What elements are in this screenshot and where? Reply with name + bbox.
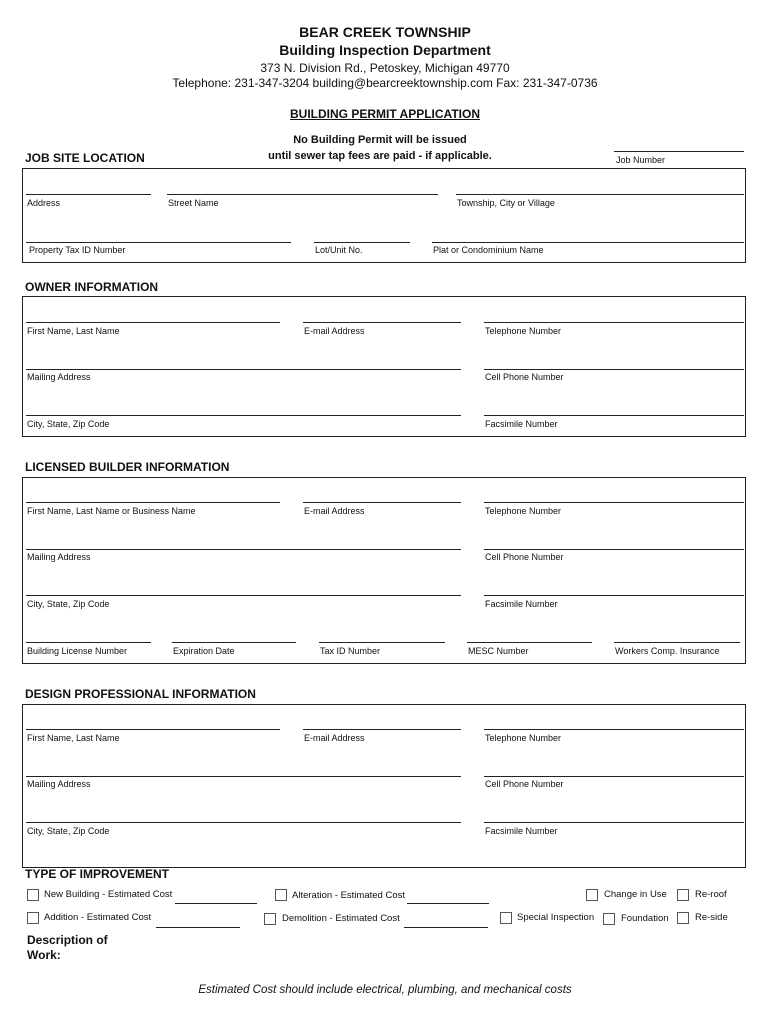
footer-note: Estimated Cost should include electrical, plumbing, and mechanical costs xyxy=(198,984,572,996)
design-name-field[interactable] xyxy=(26,729,280,730)
owner-name-label: First Name, Last Name xyxy=(27,326,120,336)
new-building-checkbox[interactable] xyxy=(27,889,39,901)
township-field[interactable] xyxy=(456,194,744,195)
builder-cell-field[interactable] xyxy=(484,549,744,550)
owner-mailing-label: Mailing Address xyxy=(27,372,91,382)
department-name: Building Inspection Department xyxy=(279,42,491,58)
special-inspection-checkbox[interactable] xyxy=(500,912,512,924)
new-building-cost-field[interactable] xyxy=(175,903,257,904)
tax-id-field[interactable] xyxy=(26,242,291,243)
description-label-line-1: Description of xyxy=(27,933,108,947)
builder-mailing-field[interactable] xyxy=(26,549,461,550)
addition-checkbox[interactable] xyxy=(27,912,39,924)
demolition-checkbox[interactable] xyxy=(264,913,276,925)
design-phone-label: Telephone Number xyxy=(485,733,562,743)
township-label: Township, City or Village xyxy=(457,198,555,208)
mesc-number-label: MESC Number xyxy=(468,646,529,656)
design-email-field[interactable] xyxy=(303,729,461,730)
workers-comp-field[interactable] xyxy=(614,642,740,643)
foundation-label: Foundation xyxy=(621,913,669,924)
township-name: BEAR CREEK TOWNSHIP xyxy=(299,24,471,40)
builder-mailing-label: Mailing Address xyxy=(27,552,91,562)
owner-cell-field[interactable] xyxy=(484,369,744,370)
builder-phone-field[interactable] xyxy=(484,502,744,503)
description-label-line-2: Work: xyxy=(27,948,61,962)
notice-line-2: until sewer tap fees are paid - if applicable. xyxy=(268,150,492,162)
design-email-label: E-mail Address xyxy=(304,733,365,743)
reside-checkbox[interactable] xyxy=(677,912,689,924)
special-inspection-label: Special Inspection xyxy=(517,912,595,923)
foundation-checkbox[interactable] xyxy=(603,913,615,925)
builder-phone-label: Telephone Number xyxy=(485,506,562,516)
alteration-label: Alteration - Estimated Cost xyxy=(292,890,405,901)
expiration-date-field[interactable] xyxy=(172,642,296,643)
builder-title: LICENSED BUILDER INFORMATION xyxy=(25,460,230,474)
address-field[interactable] xyxy=(26,194,151,195)
alteration-checkbox[interactable] xyxy=(275,889,287,901)
owner-email-field[interactable] xyxy=(303,322,461,323)
builder-tax-id-field[interactable] xyxy=(319,642,445,643)
builder-name-field[interactable] xyxy=(26,502,280,503)
owner-city-field[interactable] xyxy=(26,415,461,416)
design-phone-field[interactable] xyxy=(484,729,744,730)
change-in-use-checkbox[interactable] xyxy=(586,889,598,901)
alteration-cost-field[interactable] xyxy=(407,903,489,904)
design-city-label: City, State, Zip Code xyxy=(27,826,110,836)
builder-fax-label: Facsimile Number xyxy=(485,599,558,609)
design-city-field[interactable] xyxy=(26,822,461,823)
change-in-use-label: Change in Use xyxy=(604,889,667,900)
design-cell-label: Cell Phone Number xyxy=(485,779,564,789)
owner-mailing-field[interactable] xyxy=(26,369,461,370)
owner-city-label: City, State, Zip Code xyxy=(27,419,110,429)
job-number-field[interactable] xyxy=(614,151,744,152)
license-number-field[interactable] xyxy=(26,642,151,643)
builder-name-label: First Name, Last Name or Business Name xyxy=(27,506,196,516)
demolition-label: Demolition - Estimated Cost xyxy=(282,913,400,924)
reroof-checkbox[interactable] xyxy=(677,889,689,901)
job-number-label: Job Number xyxy=(616,155,666,165)
demolition-cost-field[interactable] xyxy=(404,927,488,928)
lot-label: Lot/Unit No. xyxy=(315,245,363,255)
job-site-title: JOB SITE LOCATION xyxy=(25,151,145,165)
builder-fax-field[interactable] xyxy=(484,595,744,596)
builder-cell-label: Cell Phone Number xyxy=(485,552,564,562)
lot-field[interactable] xyxy=(314,242,410,243)
mesc-number-field[interactable] xyxy=(467,642,592,643)
street-name-label: Street Name xyxy=(168,198,219,208)
owner-fax-field[interactable] xyxy=(484,415,744,416)
owner-name-field[interactable] xyxy=(26,322,280,323)
plat-field[interactable] xyxy=(432,242,744,243)
tax-id-label: Property Tax ID Number xyxy=(29,245,126,255)
design-name-label: First Name, Last Name xyxy=(27,733,120,743)
design-mailing-label: Mailing Address xyxy=(27,779,91,789)
builder-city-field[interactable] xyxy=(26,595,461,596)
builder-email-label: E-mail Address xyxy=(304,506,365,516)
owner-phone-label: Telephone Number xyxy=(485,326,562,336)
design-cell-field[interactable] xyxy=(484,776,744,777)
owner-phone-field[interactable] xyxy=(484,322,744,323)
expiration-date-label: Expiration Date xyxy=(173,646,235,656)
notice-line-1: No Building Permit will be issued xyxy=(293,134,467,146)
street-name-field[interactable] xyxy=(167,194,438,195)
owner-cell-label: Cell Phone Number xyxy=(485,372,564,382)
builder-city-label: City, State, Zip Code xyxy=(27,599,110,609)
design-fax-label: Facsimile Number xyxy=(485,826,558,836)
owner-email-label: E-mail Address xyxy=(304,326,365,336)
job-site-section xyxy=(22,168,746,263)
form-title: BUILDING PERMIT APPLICATION xyxy=(290,107,480,121)
reroof-label: Re-roof xyxy=(695,889,727,900)
builder-email-field[interactable] xyxy=(303,502,461,503)
address-label: Address xyxy=(27,198,61,208)
plat-label: Plat or Condominium Name xyxy=(433,245,544,255)
township-contact: Telephone: 231-347-3204 building@bearcreektownship.com Fax: 231-347-0736 xyxy=(172,76,598,90)
design-mailing-field[interactable] xyxy=(26,776,461,777)
owner-fax-label: Facsimile Number xyxy=(485,419,558,429)
builder-tax-id-label: Tax ID Number xyxy=(320,646,381,656)
workers-comp-label: Workers Comp. Insurance xyxy=(615,646,720,656)
new-building-label: New Building - Estimated Cost xyxy=(44,889,173,900)
reside-label: Re-side xyxy=(695,912,728,923)
owner-title: OWNER INFORMATION xyxy=(25,280,159,294)
design-title: DESIGN PROFESSIONAL INFORMATION xyxy=(25,687,256,701)
design-fax-field[interactable] xyxy=(484,822,744,823)
township-address: 373 N. Division Rd., Petoskey, Michigan 49770 xyxy=(260,61,510,75)
addition-label: Addition - Estimated Cost xyxy=(44,912,152,923)
license-number-label: Building License Number xyxy=(27,646,128,656)
improvement-title: TYPE OF IMPROVEMENT xyxy=(25,867,170,881)
addition-cost-field[interactable] xyxy=(156,927,240,928)
